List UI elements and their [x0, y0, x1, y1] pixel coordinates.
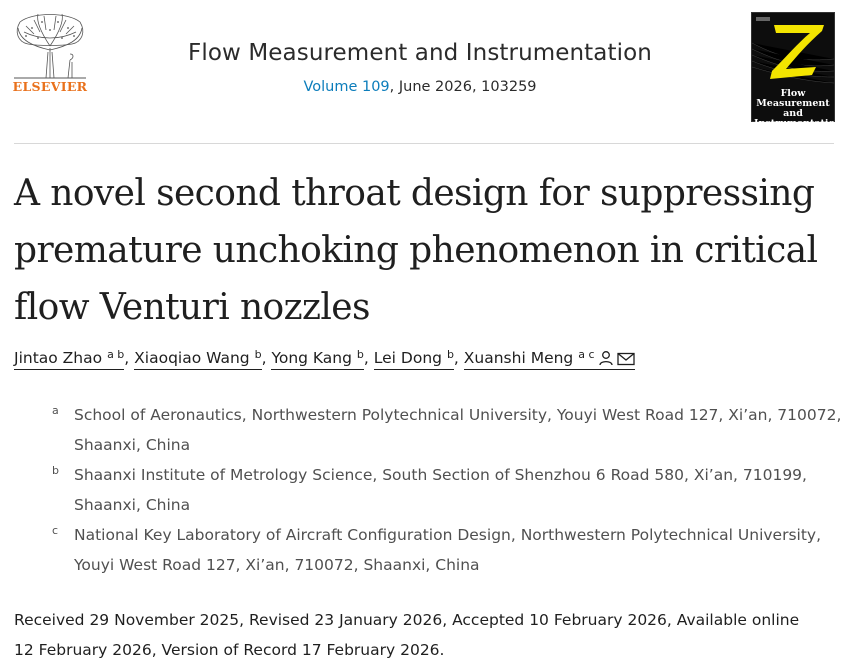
author-affiliation-marker: a b [107, 348, 125, 361]
article-header [0, 0, 849, 144]
author-link[interactable]: Lei Dong $^b$ [374, 349, 454, 370]
affiliation-text: Shaanxi Institute of Metrology Science, South Section of Shenzhou 6 Road 580, Xi’an, 710199, Shaanxi, China [74, 466, 807, 514]
affiliation-item [52, 400, 842, 460]
publication-history: Received 29 November 2025, Revised 23 January 2026, Accepted 10 February 2026, Available online 12 February 2026, Version of Record 17 February 2026. [14, 611, 800, 659]
person-icon [598, 348, 614, 374]
author-link[interactable]: Jintao Zhao $^{a b}$ [14, 349, 124, 370]
affiliation-label: a [52, 404, 59, 417]
author-separator: , [453, 349, 459, 367]
affiliation-label: c [52, 524, 59, 537]
journal-title[interactable]: Flow Measurement and Instrumentation [188, 40, 652, 66]
author-link-corresponding[interactable]: Xuanshi Meng $^{a c}$ [464, 349, 635, 370]
volume-link[interactable]: Volume 109 [303, 79, 390, 95]
header-divider [14, 143, 834, 144]
issue-details: , June 2026, 103259 [389, 79, 537, 95]
cover-journal-title: Flow Measurement and Instrumentation [754, 88, 842, 129]
affiliation-item [52, 520, 842, 580]
author-separator: , [363, 349, 369, 367]
author-link[interactable]: Yong Kang $^b$ [271, 349, 363, 370]
affiliation-list [52, 400, 842, 580]
affiliation-label: b [52, 464, 59, 477]
author-affiliation-marker: b [356, 348, 364, 361]
author-list [14, 342, 844, 374]
elsevier-wordmark: ELSEVIER [12, 79, 88, 94]
author-affiliation-marker: b [254, 348, 262, 361]
journal-issue-info [100, 79, 740, 95]
affiliation-text: National Key Laboratory of Aircraft Configuration Design, Northwestern Polytechnical University, Youyi West Road 127, Xi’an, 710072, Shaanxi, China [74, 526, 822, 574]
journal-cover-image[interactable] [751, 12, 842, 129]
article-title: A novel second throat design for suppressing premature unchoking phenomenon in critical flow Venturi nozzles [14, 173, 818, 328]
affiliation-text: School of Aeronautics, Northwestern Polytechnical University, Youyi West Road 127, Xi’an, 710072, Shaanxi, China [74, 406, 842, 454]
envelope-icon [617, 348, 635, 374]
author-affiliation-marker: b [446, 348, 454, 361]
affiliation-item [52, 460, 842, 520]
author-link[interactable]: Xiaoqiao Wang $^b$ [134, 349, 261, 370]
author-affiliation-marker: a c [578, 348, 595, 361]
author-separator: , [261, 349, 267, 367]
author-separator: , [124, 349, 130, 367]
